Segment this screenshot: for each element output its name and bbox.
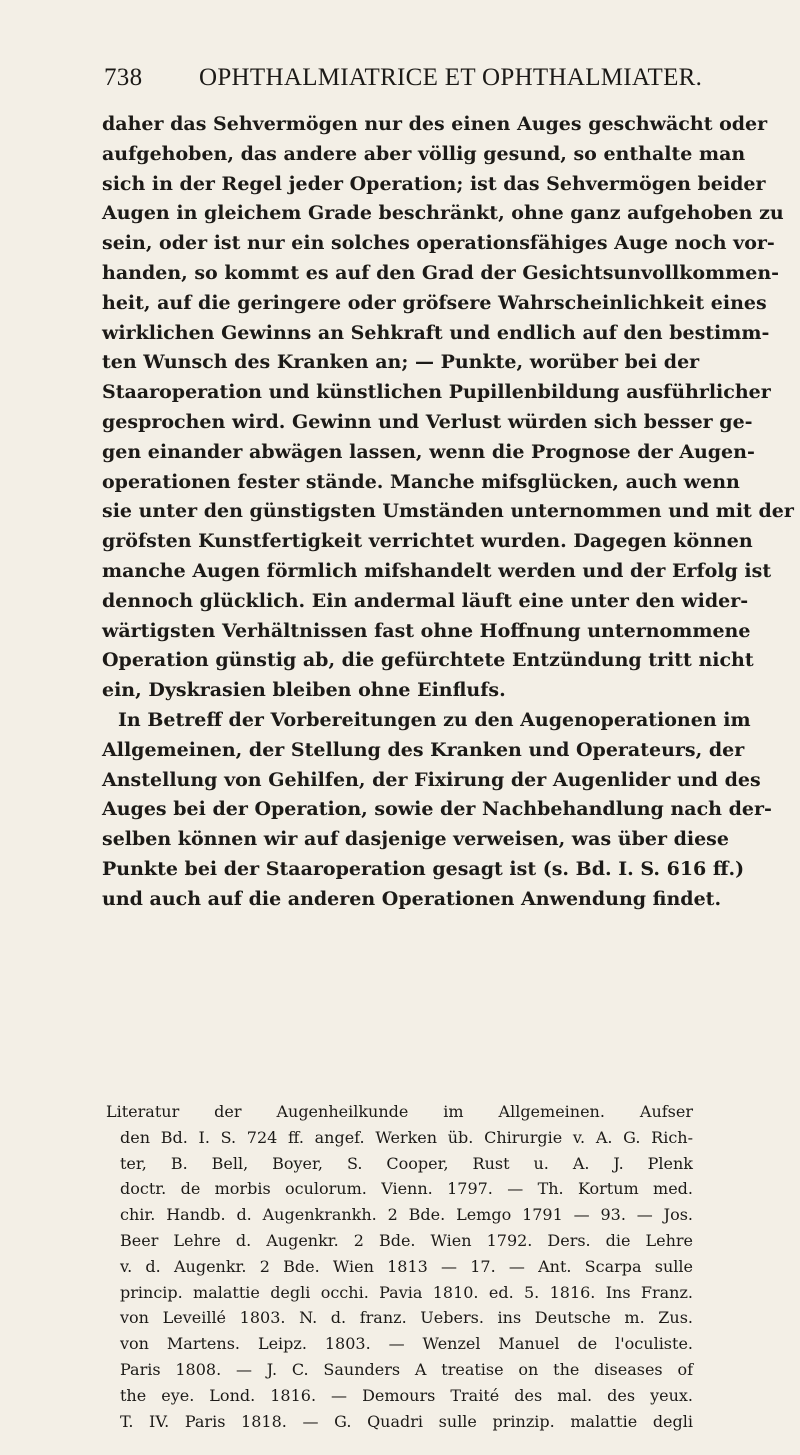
- text-line: wärtigsten Verhältnissen fast ohne Hoffnung unternommene: [102, 619, 751, 642]
- text-line: sie unter den günstigsten Umständen unternommen und mit der: [102, 500, 794, 523]
- literature-section: [106, 1099, 693, 1434]
- running-title: OPHTHALMIATRICE ET OPHTHALMIATER.: [199, 64, 703, 91]
- literature-line: den Bd. I. S. 724 ff. angef. Werken üb. Chirurgie v. A. G. Rich-: [120, 1127, 693, 1147]
- text-line: ten Wunsch des Kranken an; — Punkte, worüber bei der: [102, 351, 700, 374]
- text-line: ein, Dyskrasien bleiben ohne Einflufs.: [102, 679, 506, 702]
- text-line: Auges bei der Operation, sowie der Nachbehandlung nach der-: [102, 798, 772, 821]
- text-line: daher das Sehvermögen nur des einen Auges geschwächt oder: [102, 113, 768, 135]
- text-line: In Betreff der Vorbereitungen zu den Augenoperationen im: [118, 708, 751, 731]
- text-line: Anstellung von Gehilfen, der Fixirung der Augenlider und des: [102, 768, 761, 791]
- text-line: selben können wir auf dasjenige verweisen, was über diese: [102, 828, 729, 851]
- text-line: wirklichen Gewinns an Sehkraft und endlich auf den bestimm-: [102, 321, 770, 344]
- main-text: [102, 110, 794, 915]
- text-line: Augen in gleichem Grade beschränkt, ohne ganz aufgehoben zu: [102, 202, 784, 225]
- text-line: aufgehoben, das andere aber völlig gesund, so enthalte man: [102, 142, 746, 165]
- text-line: manche Augen förmlich mifshandelt werden und der Erfolg ist: [102, 559, 772, 582]
- text-line: gen einander abwägen lassen, wenn die Prognose der Augen-: [102, 440, 755, 463]
- literature-line: chir. Handb. d. Augenkrankh. 2 Bde. Lemgo 1791 — 93. — Jos.: [120, 1205, 693, 1225]
- literature-line: Paris 1808. — J. C. Saunders A treatise on the diseases of: [120, 1359, 693, 1379]
- text-line: sich in der Regel jeder Operation; ist das Sehvermögen beider: [102, 172, 766, 195]
- text-line: Operation günstig ab, die gefürchtete Entzündung tritt nicht: [102, 649, 754, 672]
- literature-line: princip. malattie degli occhi. Pavia 1810. ed. 5. 1816. Ins Franz.: [120, 1282, 693, 1302]
- literature-line: Beer Lehre d. Augenkr. 2 Bde. Wien 1792. Ders. die Lehre: [120, 1230, 693, 1250]
- literature-line: Literatur der Augenheilkunde im Allgemeinen. Aufser: [106, 1102, 693, 1121]
- text-line: dennoch glücklich. Ein andermal läuft eine unter den wider-: [102, 589, 749, 612]
- literature-line: ter, B. Bell, Boyer, S. Cooper, Rust u. A. J. Plenk: [120, 1153, 693, 1173]
- literature-line: v. d. Augenkr. 2 Bde. Wien 1813 — 17. — Ant. Scarpa sulle: [120, 1256, 693, 1276]
- literature-line: the eye. Lond. 1816. — Demours Traité des mal. des yeux.: [120, 1385, 693, 1405]
- text-line: gesprochen wird. Gewinn und Verlust würden sich besser ge-: [102, 410, 753, 433]
- page-header: [104, 64, 704, 98]
- text-line: handen, so kommt es auf den Grad der Gesichtsunvollkommen-: [102, 261, 780, 284]
- text-line: gröfsten Kunstfertigkeit verrichtet wurden. Dagegen können: [102, 530, 753, 553]
- text-line: Allgemeinen, der Stellung des Kranken und Operateurs, der: [102, 738, 745, 761]
- text-line: und auch auf die anderen Operationen Anwendung findet.: [102, 887, 722, 910]
- literature-line: doctr. de morbis oculorum. Vienn. 1797. — Th. Kortum med.: [120, 1179, 693, 1199]
- page-number: 738: [104, 64, 143, 91]
- text-line: sein, oder ist nur ein solches operationsfähiges Auge noch vor-: [102, 232, 775, 255]
- literature-line: von Leveillé 1803. N. d. franz. Uebers. ins Deutsche m. Zus.: [120, 1308, 693, 1328]
- literature-line: von Martens. Leipz. 1803. — Wenzel Manuel de l'oculiste.: [120, 1334, 693, 1354]
- literature-line: T. IV. Paris 1818. — G. Quadri sulle prinzip. malattie degli: [120, 1411, 693, 1431]
- text-line: Punkte bei der Staaroperation gesagt ist (s. Bd. I. S. 616 ff.): [102, 857, 745, 880]
- text-line: heit, auf die geringere oder gröfsere Wahrscheinlichkeit eines: [102, 291, 767, 314]
- text-line: Staaroperation und künstlichen Pupillenbildung ausführlicher: [102, 381, 771, 404]
- text-line: operationen fester stände. Manche mifsglücken, auch wenn: [102, 470, 740, 493]
